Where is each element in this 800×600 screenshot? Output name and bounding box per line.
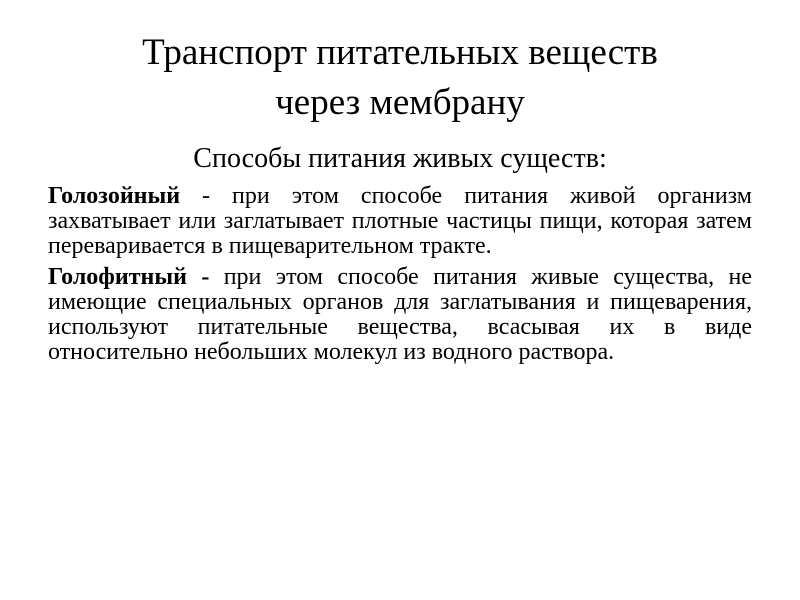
paragraph-text: при этом способе питания живые существа, не имеющие специальных органов для заглатывания и пищеварения, используют питательные вещества, всасывая их в виде относительно небольших молекул из водного раствора. — [48, 264, 752, 365]
slide-subtitle: Способы питания живых существ: — [193, 143, 607, 174]
slide-body — [48, 184, 752, 371]
paragraph-holozoic — [48, 184, 752, 259]
paragraph-term: Голофитный - — [48, 264, 210, 290]
paragraph-text: - при этом способе питания живой организм захватывает или заглатывает плотные частицы пищи, которая затем переваривается в пищеварительном тракте. — [48, 183, 752, 259]
paragraph-holophytic — [48, 265, 752, 365]
slide-title-line-2: через мембрану — [275, 82, 525, 123]
slide-title-line-1: Транспорт питательных веществ — [142, 32, 658, 73]
paragraph-term: Голозойный — [48, 183, 181, 209]
slide-title — [60, 28, 740, 128]
